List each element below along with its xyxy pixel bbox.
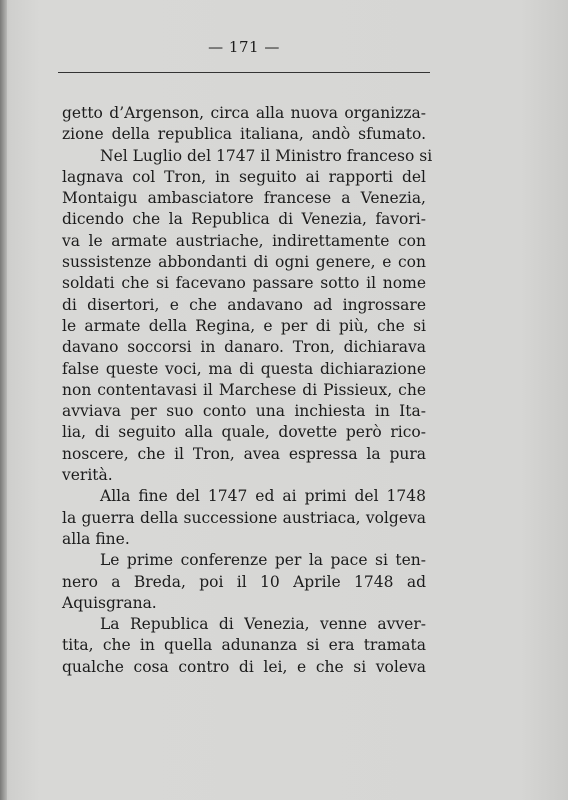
text-line: Le prime conferenze per la pace si ten-	[100, 551, 426, 570]
text-line: Nel Luglio del 1747 il Ministro franceso si	[100, 146, 433, 165]
text-line: dicendo che la Republica di Venezia, favori-	[62, 210, 426, 229]
text-line: soldati che si facevano passare sotto il nome	[62, 274, 426, 293]
text-line: getto d’Argenson, circa alla nuova organizza-	[62, 104, 426, 122]
text-line: lia, di seguito alla quale, dovette però rico-	[62, 423, 426, 442]
text-line: lagnava col Tron, in seguito ai rapporti del	[62, 167, 426, 186]
text-line: le armate della Regina, e per di più, che si	[62, 316, 426, 335]
text-line: verità.	[62, 466, 113, 485]
text-line: Montaigu ambasciatore francese a Venezia,	[62, 189, 426, 208]
body-text	[62, 103, 433, 678]
text-line: va le armate austriache, indirettamente con	[62, 231, 426, 250]
text-line: La Republica di Venezia, venne avver-	[100, 615, 426, 634]
text-line: Aquisgrana.	[62, 593, 157, 612]
text-line: di disertori, e che andavano ad ingrossare	[62, 295, 426, 314]
text-line: la guerra della successione austriaca, volgeva	[62, 508, 426, 527]
binding-edge	[0, 0, 7, 800]
text-line: qualche cosa contro di lei, e che si voleva	[62, 657, 426, 676]
text-line: tita, che in quella adunanza si era tramata	[62, 636, 426, 655]
text-line: sussistenze abbondanti di ogni genere, e con	[62, 253, 426, 272]
text-line: Alla fine del 1747 ed ai primi del 1748	[100, 487, 426, 506]
text-line: davano soccorsi in danaro. Tron, dichiarava	[62, 338, 426, 357]
header-rule	[58, 72, 430, 73]
text-line: noscere, che il Tron, avea espressa la pura	[62, 444, 426, 463]
text-line: false queste voci, ma di questa dichiarazione	[62, 359, 426, 378]
text-line: nero a Breda, poi il 10 Aprile 1748 ad	[62, 572, 426, 591]
text-line: avviava per suo conto una inchiesta in Ita-	[62, 402, 426, 421]
text-line: alla fine.	[62, 529, 130, 548]
text-line: non contentavasi il Marchese di Pissieux, che	[62, 380, 426, 399]
page-number: — 171 —	[208, 38, 280, 56]
text-line: zione della republica italiana, andò sfumato.	[62, 125, 426, 144]
